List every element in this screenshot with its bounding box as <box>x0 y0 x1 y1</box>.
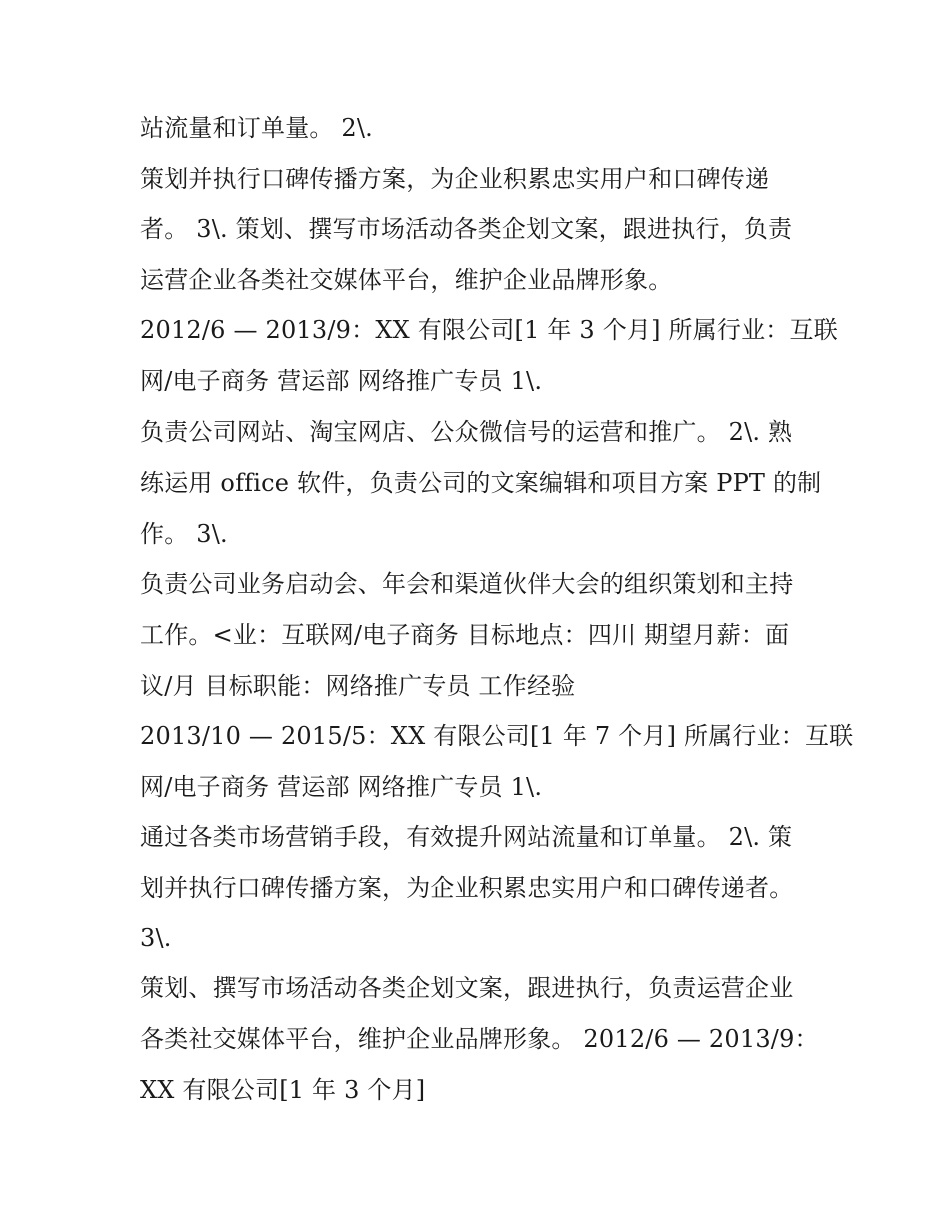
text-line: 网/电子商务 营运部 网络推广专员 1\. <box>140 773 543 801</box>
text-line: 策划、撰写市场活动各类企划文案，跟进执行，负责运营企业 <box>140 974 794 1002</box>
text-line: 2013/10 — 2015/5：XX 有限公司[1 年 7 个月] 所属行业：互联 <box>140 722 854 750</box>
text-line: 站流量和订单量。 2\. <box>140 114 374 142</box>
text-line: 负责公司网站、淘宝网店、公众微信号的运营和推广。 2\. 熟 <box>140 418 793 446</box>
text-line: 工作。<业：互联网/电子商务 目标地点：四川 期望月薪：面 <box>140 621 790 649</box>
text-line: 练运用 office 软件，负责公司的文案编辑和项目方案 PPT 的制 <box>140 469 822 497</box>
text-line: 划并执行口碑传播方案，为企业积累忠实用户和口碑传递者。 <box>140 874 794 902</box>
text-line: 作。 3\. <box>140 520 228 548</box>
text-line: 运营企业各类社交媒体平台，维护企业品牌形象。 <box>140 266 673 294</box>
text-line: 策划并执行口碑传播方案，为企业积累忠实用户和口碑传递 <box>140 165 770 193</box>
text-line: 通过各类市场营销手段，有效提升网站流量和订单量。 2\. 策 <box>140 823 793 851</box>
text-line: XX 有限公司[1 年 3 个月] <box>140 1076 426 1104</box>
text-line: 负责公司业务启动会、年会和渠道伙伴大会的组织策划和主持 <box>140 570 794 598</box>
text-line: 各类社交媒体平台，维护企业品牌形象。 2012/6 — 2013/9： <box>140 1025 819 1053</box>
text-line: 网/电子商务 营运部 网络推广专员 1\. <box>140 367 543 395</box>
text-line: 2012/6 — 2013/9：XX 有限公司[1 年 3 个月] 所属行业：互联 <box>140 316 838 344</box>
text-line: 议/月 目标职能：网络推广专员 工作经验 <box>140 672 576 700</box>
text-line: 3\. <box>140 924 172 952</box>
text-line: 者。 3\. 策划、撰写市场活动各类企划文案，跟进执行，负责 <box>140 215 793 243</box>
